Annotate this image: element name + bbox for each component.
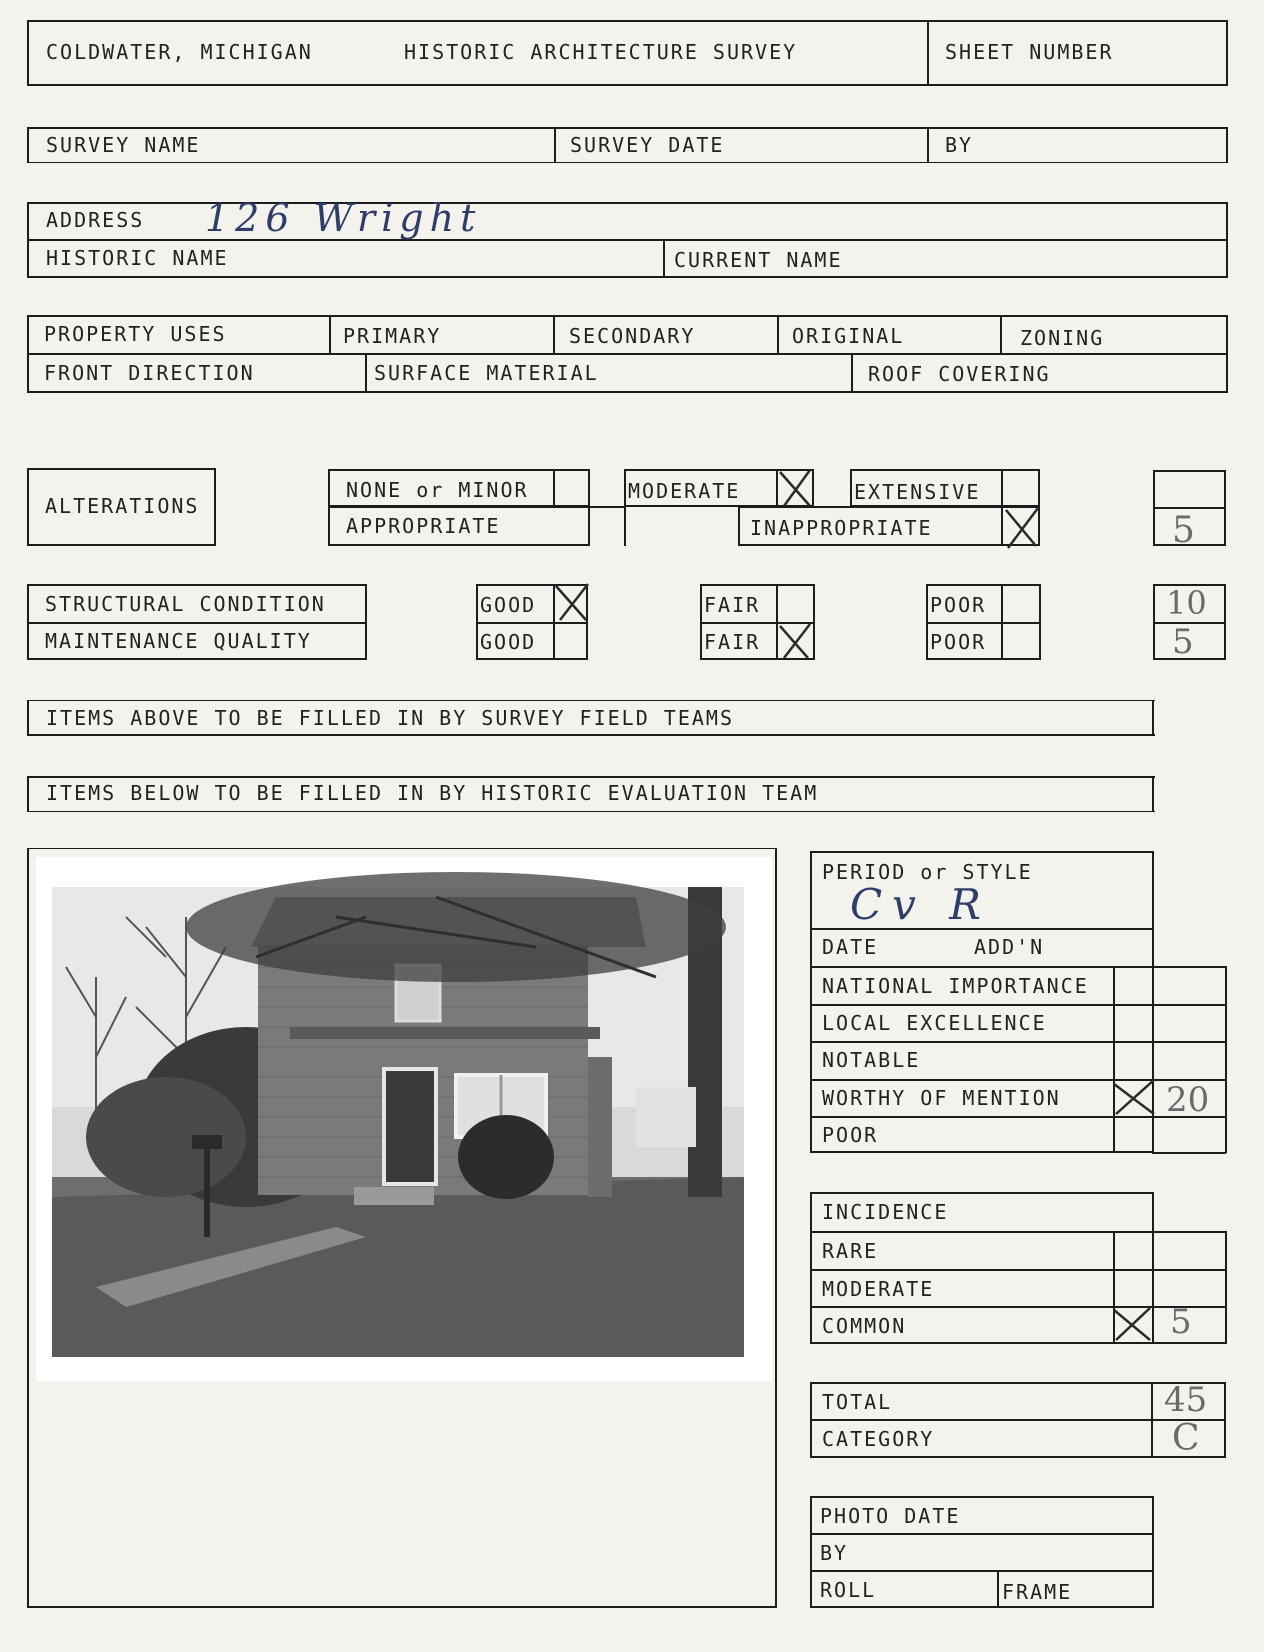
alterations-label: ALTERATIONS xyxy=(45,494,200,518)
incidence-moderate-label: MODERATE xyxy=(822,1277,935,1301)
historic-name-label: HISTORIC NAME xyxy=(46,246,229,270)
secondary-label: SECONDARY xyxy=(569,324,696,348)
common-score: 5 xyxy=(1170,1302,1192,1342)
original-label: ORIGINAL xyxy=(792,324,905,348)
none-minor-label: NONE or MINOR xyxy=(346,478,529,502)
maintenance-score: 5 xyxy=(1172,622,1194,662)
zoning-label: ZONING xyxy=(1020,326,1105,350)
national-importance-label: NATIONAL IMPORTANCE xyxy=(822,974,1089,998)
worthy-check-mark xyxy=(1110,1076,1160,1120)
eval-poor-label: POOR xyxy=(822,1123,879,1147)
moderate-check-mark xyxy=(776,466,816,510)
period-style-value: Cv R xyxy=(850,880,991,929)
city-label: COLDWATER, MICHIGAN xyxy=(46,40,313,64)
maintenance-fair-label: FAIR xyxy=(704,630,761,654)
frame-label: FRAME xyxy=(1002,1580,1073,1604)
survey-name-label: SURVEY NAME xyxy=(46,133,201,157)
worthy-score: 20 xyxy=(1166,1080,1210,1120)
alterations-score: 5 xyxy=(1172,510,1195,551)
survey-title: HISTORIC ARCHITECTURE SURVEY xyxy=(404,40,798,64)
incidence-label: INCIDENCE xyxy=(822,1200,949,1224)
items-below-note: ITEMS BELOW TO BE FILLED IN BY HISTORIC EVALUATION TEAM xyxy=(46,781,819,805)
moderate-alt-label: MODERATE xyxy=(628,479,741,503)
sheet-number-label: SHEET NUMBER xyxy=(945,40,1114,64)
structural-good-label: GOOD xyxy=(480,593,537,617)
primary-label: PRIMARY xyxy=(343,324,442,348)
structural-good-check-mark xyxy=(550,580,592,626)
maintenance-poor-label: POOR xyxy=(930,630,987,654)
roll-label: ROLL xyxy=(820,1578,877,1602)
period-style-label: PERIOD or STYLE xyxy=(822,860,1033,884)
structural-poor-label: POOR xyxy=(930,593,987,617)
total-label: TOTAL xyxy=(822,1390,893,1414)
items-above-note: ITEMS ABOVE TO BE FILLED IN BY SURVEY FIELD TEAMS xyxy=(46,706,735,730)
structural-condition-label: STRUCTURAL CONDITION xyxy=(45,592,326,616)
surface-material-label: SURFACE MATERIAL xyxy=(374,361,599,385)
survey-by-label: BY xyxy=(945,133,974,157)
worthy-of-mention-label: WORTHY OF MENTION xyxy=(822,1086,1061,1110)
extensive-label: EXTENSIVE xyxy=(854,480,981,504)
maintenance-quality-label: MAINTENANCE QUALITY xyxy=(45,629,312,653)
category-value: C xyxy=(1172,1418,1200,1459)
category-label: CATEGORY xyxy=(822,1427,935,1451)
common-label: COMMON xyxy=(822,1314,907,1338)
roof-covering-label: ROOF COVERING xyxy=(868,362,1051,386)
photo-by-label: BY xyxy=(820,1541,849,1565)
photo-date-label: PHOTO DATE xyxy=(820,1504,961,1528)
property-uses-label: PROPERTY USES xyxy=(44,322,227,346)
appropriate-label: APPROPRIATE xyxy=(346,514,501,538)
addn-label: ADD'N xyxy=(974,935,1045,959)
house-photo xyxy=(36,857,772,1381)
maintenance-good-label: GOOD xyxy=(480,630,537,654)
date-label: DATE xyxy=(822,935,879,959)
common-check-mark xyxy=(1110,1304,1156,1344)
house-photo-image xyxy=(36,857,772,1381)
local-excellence-label: LOCAL EXCELLENCE xyxy=(822,1011,1047,1035)
address-label: ADDRESS xyxy=(46,208,145,232)
notable-label: NOTABLE xyxy=(822,1048,921,1072)
structural-fair-label: FAIR xyxy=(704,593,761,617)
maintenance-fair-check-mark xyxy=(774,620,816,662)
total-value: 45 xyxy=(1164,1380,1208,1420)
inappropriate-check-mark xyxy=(1000,504,1042,552)
survey-date-label: SURVEY DATE xyxy=(570,133,725,157)
front-direction-label: FRONT DIRECTION xyxy=(44,361,255,385)
address-value: 126 Wright xyxy=(205,196,482,240)
current-name-label: CURRENT NAME xyxy=(674,248,843,272)
structural-score: 10 xyxy=(1166,584,1207,622)
rare-label: RARE xyxy=(822,1239,879,1263)
inappropriate-label: INAPPROPRIATE xyxy=(750,516,933,540)
